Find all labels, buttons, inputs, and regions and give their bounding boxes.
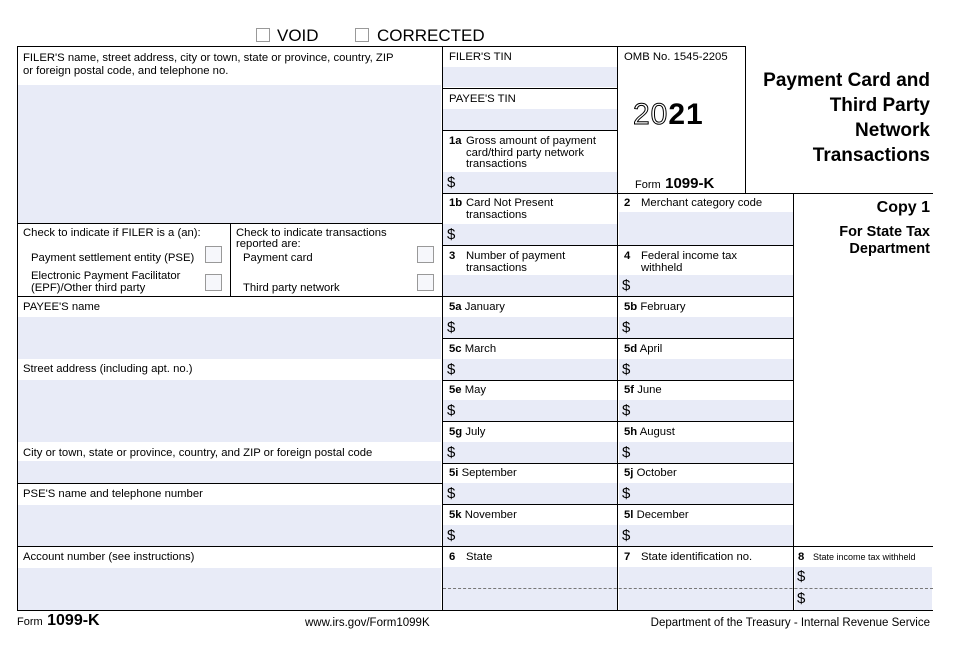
box-5e-field[interactable]: [443, 400, 617, 421]
payment-card-label: Payment card: [243, 252, 313, 264]
row-line: [442, 130, 617, 131]
payee-tin-label: PAYEE'S TIN: [449, 93, 516, 105]
filer-name-field[interactable]: [18, 85, 441, 223]
pse-checkbox[interactable]: [205, 246, 222, 263]
box-5b-dollar: $: [622, 319, 631, 336]
box-5j-number: 5j: [624, 467, 634, 479]
box-5k-field[interactable]: [443, 525, 617, 546]
box-5e-month: May: [464, 384, 487, 396]
box-5k-dollar: $: [447, 527, 456, 544]
form-title-line-3: Network: [855, 120, 930, 141]
box-5k-label: [449, 509, 517, 521]
third-party-label: Third party network: [243, 282, 340, 294]
box-5h-field[interactable]: [619, 442, 793, 463]
box-5f-month: June: [637, 384, 662, 396]
copy-subtitle-line-2: Department: [849, 241, 930, 257]
footer-department: Department of the Treasury - Internal Revenue Service: [650, 617, 930, 629]
box-5k-number: 5k: [449, 509, 462, 521]
box-5j-field[interactable]: [619, 483, 793, 504]
box-1a-label-2: card/third party network: [466, 147, 585, 159]
box-4-field[interactable]: [619, 275, 793, 296]
row-line: [442, 504, 793, 505]
account-number-field[interactable]: [18, 568, 441, 610]
row-line: [442, 338, 793, 339]
third-party-checkbox[interactable]: [417, 274, 434, 291]
box-1a-number: 1a: [449, 135, 462, 147]
box-5g-number: 5g: [449, 426, 463, 438]
city-label: City or town, state or province, country, and ZIP or foreign postal code: [23, 447, 373, 459]
box-4-dollar: $: [622, 277, 631, 294]
footer-url[interactable]: www.irs.gov/Form1099K: [305, 617, 430, 629]
box-3-number: 3: [449, 250, 456, 262]
box-5f-label: [624, 384, 662, 396]
row-line: [442, 380, 793, 381]
epf-checkbox-label-2: (EPF)/Other third party: [31, 282, 146, 294]
box-5h-dollar: $: [622, 444, 631, 461]
box-5j-dollar: $: [622, 485, 631, 502]
box-5b-month: February: [640, 301, 686, 313]
row-line: [17, 483, 442, 484]
box-5l-label: [624, 509, 689, 521]
box-5g-month: July: [465, 426, 486, 438]
box-5h-number: 5h: [624, 426, 638, 438]
corrected-checkbox[interactable]: [355, 28, 369, 42]
box-5g-field[interactable]: [443, 442, 617, 463]
row-line: [442, 88, 617, 89]
box-7-label: State identification no.: [641, 551, 753, 563]
box-8-dollar-2: $: [797, 590, 806, 607]
box-5l-month: December: [636, 509, 689, 521]
filer-tin-field[interactable]: [443, 67, 617, 87]
box-5i-dollar: $: [447, 485, 456, 502]
payee-name-label: PAYEE'S name: [23, 301, 101, 313]
box-5i-number: 5i: [449, 467, 459, 479]
box-5c-month: March: [464, 343, 497, 355]
box-5c-number: 5c: [449, 343, 462, 355]
epf-checkbox[interactable]: [205, 274, 222, 291]
box-5a-field[interactable]: [443, 317, 617, 338]
copy-subtitle: [839, 224, 930, 258]
box-3-field[interactable]: [443, 275, 617, 296]
box-5j-month: October: [636, 467, 677, 479]
box-5c-dollar: $: [447, 361, 456, 378]
corrected-label: CORRECTED: [377, 26, 485, 45]
box-5l-dollar: $: [622, 527, 631, 544]
box-5a-dollar: $: [447, 319, 456, 336]
copy-title: Copy 1: [876, 199, 930, 216]
box-5h-label: [624, 426, 675, 438]
box-5c-field[interactable]: [443, 359, 617, 380]
pse-name-field[interactable]: [18, 505, 441, 547]
box-5d-dollar: $: [622, 361, 631, 378]
box-3-label: Number of payment: [466, 250, 566, 262]
box-5e-dollar: $: [447, 402, 456, 419]
box-5a-number: 5a: [449, 301, 462, 313]
form-word: Form: [635, 179, 661, 191]
row-line: [442, 421, 793, 422]
divider-mid: [617, 46, 618, 611]
box-5l-number: 5l: [624, 509, 634, 521]
box-1b-dollar: $: [447, 226, 456, 243]
street-address-field[interactable]: [18, 380, 441, 442]
copy-subtitle-line-1: For State Tax: [839, 224, 930, 240]
omb-number: OMB No. 1545-2205: [624, 51, 728, 63]
box-5l-field[interactable]: [619, 525, 793, 546]
box-8-label: State income tax withheld: [813, 552, 916, 562]
box-1a-label-3: transactions: [466, 158, 527, 170]
form-title: [763, 68, 930, 168]
payee-tin-field[interactable]: [443, 109, 617, 130]
box-5f-number: 5f: [624, 384, 635, 396]
row-line: [442, 463, 793, 464]
street-address-label: Street address (including apt. no.): [23, 363, 193, 375]
state-row-divider: [443, 588, 933, 589]
top-border: [17, 46, 745, 47]
box-4-number: 4: [624, 250, 631, 262]
filer-tin-label: FILER'S TIN: [449, 51, 512, 63]
box-2-number: 2: [624, 197, 631, 209]
box-8-number: 8: [798, 551, 805, 563]
bottom-border: [17, 610, 933, 611]
box-2-label: Merchant category code: [641, 197, 763, 209]
box-5g-label: [449, 426, 485, 438]
box-1b-label: Card Not Present: [466, 197, 554, 209]
box-5k-month: November: [464, 509, 517, 521]
box-8-dollar: $: [797, 568, 806, 585]
row-line: [17, 223, 442, 224]
pse-name-label: PSE'S name and telephone number: [23, 488, 203, 500]
txn-check-label: Check to indicate transactions: [236, 227, 387, 239]
footer-form-id: [17, 612, 100, 630]
txn-check-label-2: reported are:: [236, 238, 301, 250]
row-line: [442, 546, 933, 547]
divider-checkboxes: [230, 224, 231, 297]
city-field[interactable]: [18, 461, 441, 483]
box-5g-dollar: $: [447, 444, 456, 461]
box-5e-label: [449, 384, 486, 396]
form-title-line-4: Transactions: [812, 145, 930, 166]
row-line: [442, 245, 793, 246]
box-5i-label: [449, 467, 517, 479]
box-5a-label: [449, 301, 505, 313]
box-5h-month: August: [639, 426, 675, 438]
left-border: [17, 46, 18, 611]
box-4-label-2: withheld: [641, 262, 683, 274]
box-5b-label: [624, 301, 686, 313]
box-1b-field[interactable]: [443, 224, 617, 245]
form-id: [635, 175, 714, 193]
footer-form-number: 1099-K: [47, 612, 100, 629]
form-title-line-2: Third Party: [829, 95, 930, 116]
form-number: 1099-K: [665, 175, 715, 192]
filer-check-label: Check to indicate if FILER is a (an):: [23, 227, 201, 239]
box-3-label-2: transactions: [466, 262, 527, 274]
row-line: [17, 546, 442, 547]
tax-year-faint: 20: [633, 98, 669, 131]
box-2-field[interactable]: [619, 212, 793, 245]
box-7-number: 7: [624, 551, 631, 563]
tax-year: [633, 98, 704, 132]
box-5d-month: April: [639, 343, 663, 355]
box-1b-label-2: transactions: [466, 209, 527, 221]
divider-omb-right: [745, 46, 746, 194]
box-5f-field[interactable]: [619, 400, 793, 421]
payee-name-field[interactable]: [18, 317, 441, 359]
box-5d-field[interactable]: [619, 359, 793, 380]
pse-checkbox-label: Payment settlement entity (PSE): [31, 252, 195, 264]
footer-form-word: Form: [17, 616, 43, 628]
divider-right: [793, 194, 794, 611]
box-5d-number: 5d: [624, 343, 638, 355]
box-5e-number: 5e: [449, 384, 462, 396]
form-title-line-1: Payment Card and: [763, 70, 930, 91]
box-6-label: State: [466, 551, 493, 563]
row-line: [17, 296, 442, 297]
box-5i-month: September: [461, 467, 517, 479]
payment-card-checkbox[interactable]: [417, 246, 434, 263]
box-5j-label: [624, 467, 677, 479]
box-5b-field[interactable]: [619, 317, 793, 338]
row-line: [442, 296, 793, 297]
box-1a-dollar: $: [447, 174, 456, 191]
epf-checkbox-label: Electronic Payment Facilitator: [31, 270, 181, 282]
box-5a-month: January: [464, 301, 505, 313]
box-5d-label: [624, 343, 662, 355]
tax-year-bold: 21: [668, 98, 704, 131]
filer-name-label: FILER'S name, street address, city or town, state or province, country, ZIP: [23, 52, 394, 64]
box-5i-field[interactable]: [443, 483, 617, 504]
box-6-number: 6: [449, 551, 456, 563]
box-5c-label: [449, 343, 496, 355]
row-line: [442, 193, 933, 194]
box-4-label: Federal income tax: [641, 250, 738, 262]
box-1a-label: Gross amount of payment: [466, 135, 596, 147]
box-5b-number: 5b: [624, 301, 638, 313]
box-5f-dollar: $: [622, 402, 631, 419]
void-checkbox[interactable]: [256, 28, 270, 42]
box-1a-field[interactable]: [443, 172, 617, 194]
box-1b-number: 1b: [449, 197, 463, 209]
filer-name-label-2: or foreign postal code, and telephone no.: [23, 65, 229, 77]
account-number-label: Account number (see instructions): [23, 551, 195, 563]
void-label: VOID: [277, 26, 319, 45]
